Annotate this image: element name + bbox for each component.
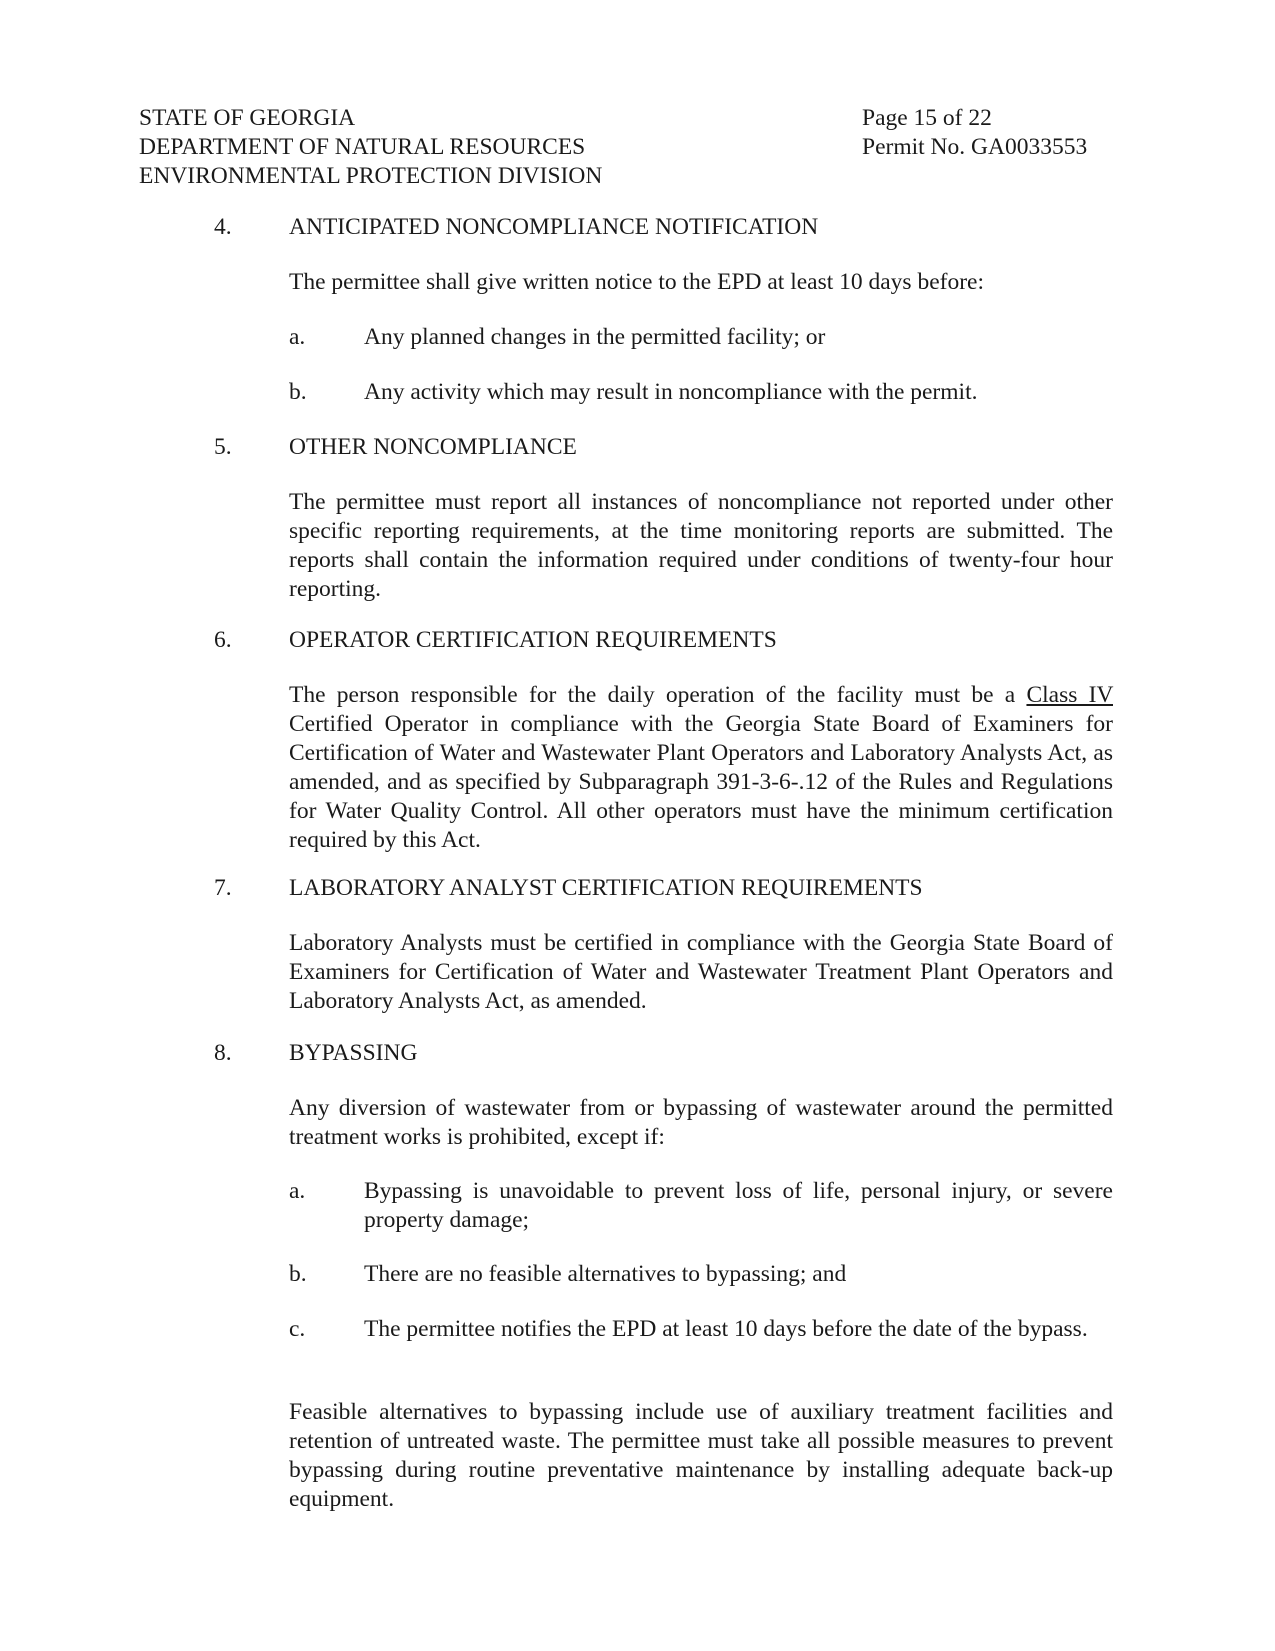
section-4-intro: The permittee shall give written notice to the EPD at least 10 days before: — [289, 269, 984, 295]
section-8-item-b-text: There are no feasible alternatives to bypassing; and — [364, 1261, 847, 1287]
page-number: Page 15 of 22 — [862, 105, 992, 131]
section-4-item-b-text: Any activity which may result in noncompliance with the permit. — [364, 379, 978, 405]
agency-header — [139, 104, 602, 191]
operator-class: Class IV — [1026, 682, 1113, 708]
permit-number: Permit No. GA0033553 — [862, 134, 1088, 160]
section-8-item-b-label: b. — [289, 1261, 307, 1287]
section-8-closing: Feasible alternatives to bypassing include use of auxiliary treatment facilities and retention of untreated waste. The permittee must take all possible measures to prevent bypassing during routine preventative maintenance by installing adequate back-up equipment. — [289, 1399, 1113, 1512]
section-4-title: ANTICIPATED NONCOMPLIANCE NOTIFICATION — [289, 214, 819, 240]
section-7-number: 7. — [214, 875, 232, 901]
agency-line-state: STATE OF GEORGIA — [139, 105, 356, 131]
section-8-item-c-label: c. — [289, 1316, 306, 1342]
section-4-number: 4. — [214, 214, 232, 240]
agency-line-department: DEPARTMENT OF NATURAL RESOURCES — [139, 134, 586, 160]
section-6-title: OPERATOR CERTIFICATION REQUIREMENTS — [289, 627, 777, 653]
section-8-item-c-text: The permittee notifies the EPD at least 10 days before the date of the bypass. — [364, 1316, 1088, 1342]
section-5-number: 5. — [214, 434, 232, 460]
section-8-number: 8. — [214, 1040, 232, 1066]
section-5-body: The permittee must report all instances of noncompliance not reported under other specific reporting requirements, at the time monitoring reports are submitted. The reports shall contain the information required under conditions of twenty-four hour reporting. — [289, 489, 1113, 602]
section-6-body-start: The person responsible for the daily operation of the facility must be a — [289, 682, 1027, 708]
section-4-item-a-label: a. — [289, 324, 306, 350]
section-4-item-a-text: Any planned changes in the permitted facility; or — [364, 324, 826, 350]
section-7-body: Laboratory Analysts must be certified in compliance with the Georgia State Board of Examiners for Certification of Water and Wastewater Treatment Plant Operators and Laboratory Analysts Act, as amended. — [289, 930, 1113, 1014]
section-8-item-a-label: a. — [289, 1178, 306, 1204]
section-7-title: LABORATORY ANALYST CERTIFICATION REQUIREMENTS — [289, 875, 923, 901]
section-6-body — [289, 681, 1113, 855]
agency-line-division: ENVIRONMENTAL PROTECTION DIVISION — [139, 163, 603, 189]
section-8-title: BYPASSING — [289, 1040, 418, 1066]
section-6-body-end: Certified Operator in compliance with the Georgia State Board of Examiners for Certification of Water and Wastewater Plant Operators and Laboratory Analysts Act, as amended, and as specified by Subparagraph 391-3-6-.12 of the Rules and Regulations for Water Quality Control. All other operators must have the minimum certification required by this Act. — [289, 711, 1113, 853]
section-6-number: 6. — [214, 627, 232, 653]
section-5-title: OTHER NONCOMPLIANCE — [289, 434, 577, 460]
section-8-item-a-text: Bypassing is unavoidable to prevent loss of life, personal injury, or severe property damage; — [364, 1178, 1113, 1233]
page-info-header — [862, 104, 1087, 162]
section-4-item-b-label: b. — [289, 379, 307, 405]
section-8-intro: Any diversion of wastewater from or bypassing of wastewater around the permitted treatment works is prohibited, except if: — [289, 1095, 1113, 1150]
